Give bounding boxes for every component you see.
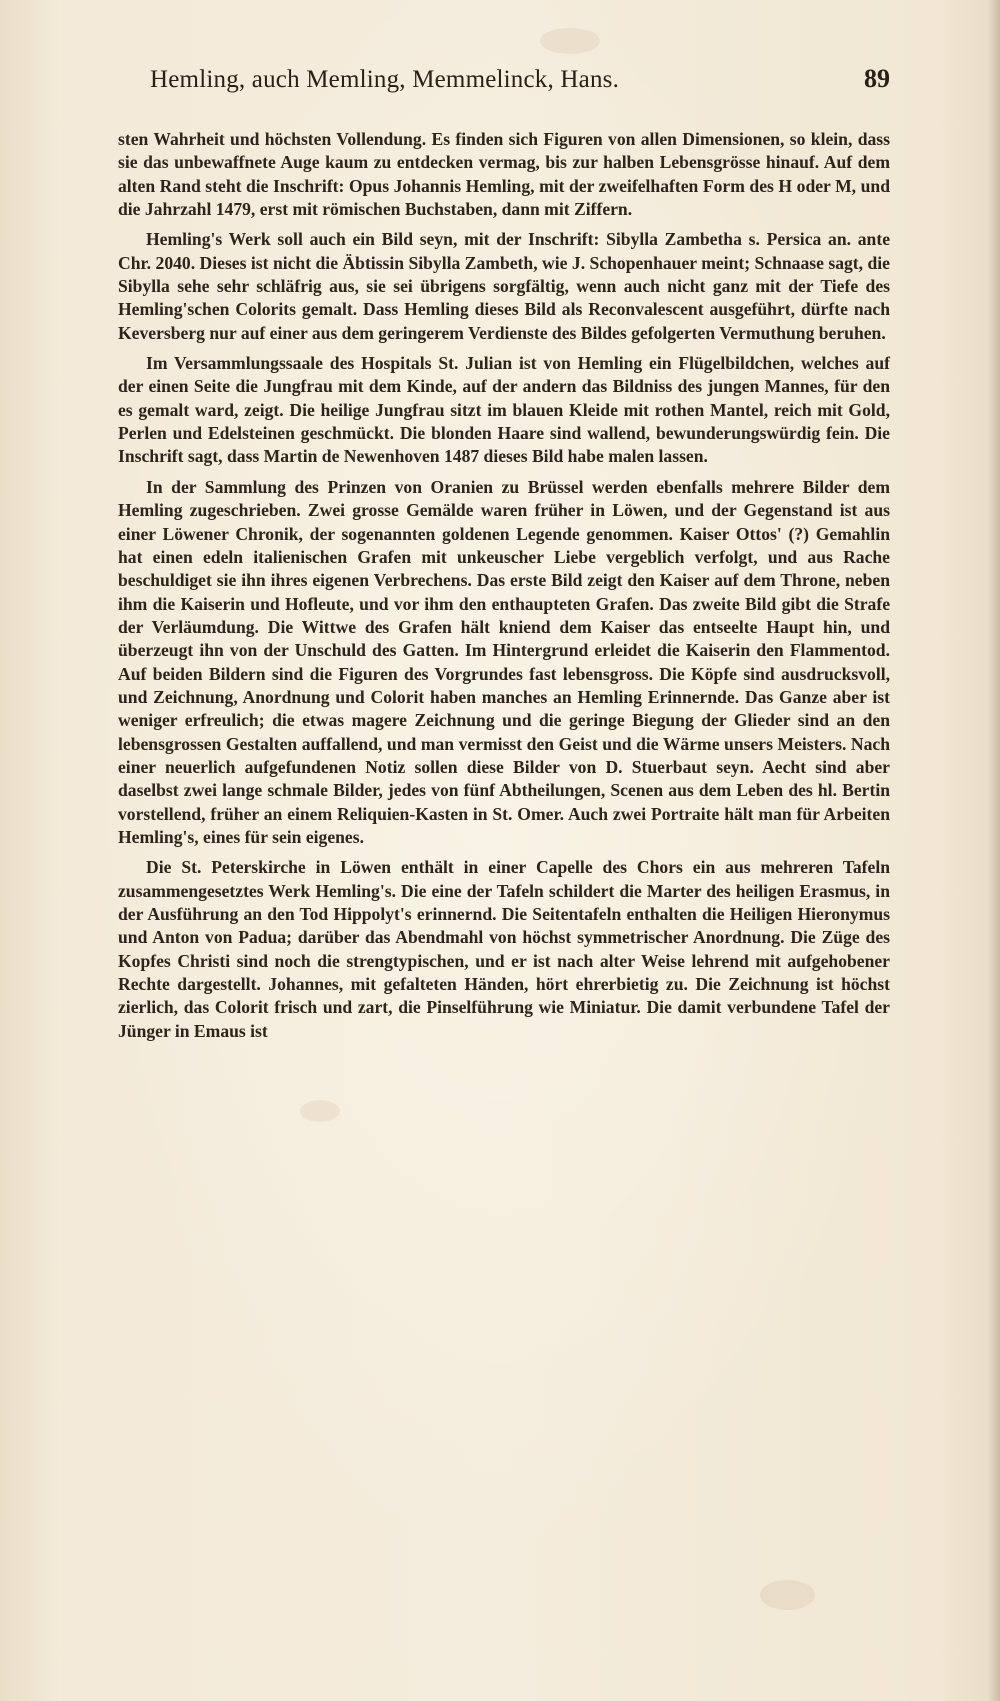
page-header [150, 64, 890, 104]
body-text [118, 128, 890, 1668]
page-number: 89 [864, 64, 890, 93]
paragraph: In der Sammlung des Prinzen von Oranien zu Brüssel werden ebenfalls mehrere Bilder dem Hemling zugeschrieben. Zwei grosse Gemälde waren früher in Löwen, und der Gegenstand ist aus einer Löwener Chronik, der sogenannten goldenen Legende genommen. Kaiser Ottos' (?) Gemahlin hat einen edeln italienischen Grafen mit unkeuscher Liebe vergeblich verfolgt, und aus Rache beschuldiget sie ihn ihres eigenen Verbrechens. Das erste Bild zeigt den Kaiser auf dem Throne, neben ihm die Kaiserin und Hofleute, und vor ihm den enthaupteten Grafen. Das zweite Bild gibt die Strafe der Verläumdung. Die Wittwe des Grafen hält kniend dem Kaiser das entseelte Haupt hin, und überzeugt ihn von der Unschuld des Gatten. Im Hintergrund erleidet die Kaiserin den Flammentod. Auf beiden Bildern sind die Figuren des Vorgrundes fast lebensgross. Die Köpfe sind ausdrucksvoll, und Zeichnung, Anordnung und Colorit haben manches an Hemling Erinnernde. Das Ganze aber ist weniger erfreulich; die etwas magere Zeichnung und die geringe Biegung der Glieder sind an den lebensgrossen Gestalten auffallend, und man vermisst den Geist und die Wärme unsers Meisters. Nach einer neuerlich aufgefundenen Notiz sollen diese Bilder von D. Stuerbaut seyn. Aecht sind aber daselbst zwei lange schmale Bilder, jedes von fünf Abtheilungen, Scenen aus dem Leben des hl. Bertin vorstellend, früher an einem Reliquien-Kasten in St. Omer. Auch zwei Portraite hält man für Arbeiten Hemling's, eines für sein eigenes. [118, 476, 890, 847]
running-title: Hemling, auch Memling, Memmelinck, Hans. [150, 66, 620, 93]
paper-stain [540, 28, 600, 54]
paragraph: Hemling's Werk soll auch ein Bild seyn, mit der Inschrift: Sibylla Zambetha s. Persica an. ante Chr. 2040. Dieses ist nicht die Äbtissin Sibylla Zambeth, wie J. Schopenhauer meint; Schnaase sagt, die Sibylla sehe sehr schläfrig aus, sie sei übrigens sorgfältig, wenn auch nicht ganz mit der Tiefe des Hemling'schen Colorits gemalt. Dass Hemling dieses Bild als Reconvalescent ausgeführt, dürfte nach Keversberg nur auf einer aus dem geringerem Verdienste des Bildes gefolgerten Vermuthung beruhen. [118, 229, 890, 343]
paragraph: sten Wahrheit und höchsten Vollendung. Es finden sich Figuren von allen Dimensionen, so klein, dass sie das unbewaffnete Auge kaum zu entdecken vermag, bis zur halben Lebensgrösse hinauf. Auf dem alten Rand steht die Inschrift: Opus Johannis Hemling, mit der zweifelhaften Form des H oder M, und die Jahrzahl 1479, erst mit römischen Buchstaben, dann mit Ziffern. [118, 129, 890, 220]
paragraph: Im Versammlungssaale des Hospitals St. Julian ist von Hemling ein Flügelbildchen, welches auf der einen Seite die Jungfrau mit dem Kinde, auf der andern das Bildniss des jungen Mannes, für den es gemalt ward, zeigt. Die heilige Jungfrau sitzt im blauen Kleide mit rothen Mantel, reich mit Gold, Perlen und Edelsteinen geschmückt. Die blonden Haare sind wallend, bewunderungswürdig fein. Die Inschrift sagt, dass Martin de Newenhoven 1487 dieses Bild habe malen lassen. [118, 353, 890, 467]
page-edge-shadow [988, 0, 1000, 1701]
paragraph: Die St. Peterskirche in Löwen enthält in einer Capelle des Chors ein aus mehreren Tafeln zusammengesetztes Werk Hemling's. Die eine der Tafeln schildert die Marter des heiligen Erasmus, in der Ausführung an den Tod Hippolyt's erinnernd. Die Seitentafeln enthalten die Heiligen Hieronymus und Anton von Padua; darüber das Abendmahl von höchst symmetrischer Anordnung. Die Züge des Kopfes Christi sind noch die strengtypischen, und er ist nach alter Weise lehrend mit aufgehobener Rechte dargestellt. Johannes, mit gefalteten Händen, hört ehrerbietig zu. Die Zeichnung ist höchst zierlich, das Colorit frisch und zart, die Pinselführung wie Miniatur. Die damit verbundene Tafel der Jünger in Emaus ist [118, 857, 890, 1041]
